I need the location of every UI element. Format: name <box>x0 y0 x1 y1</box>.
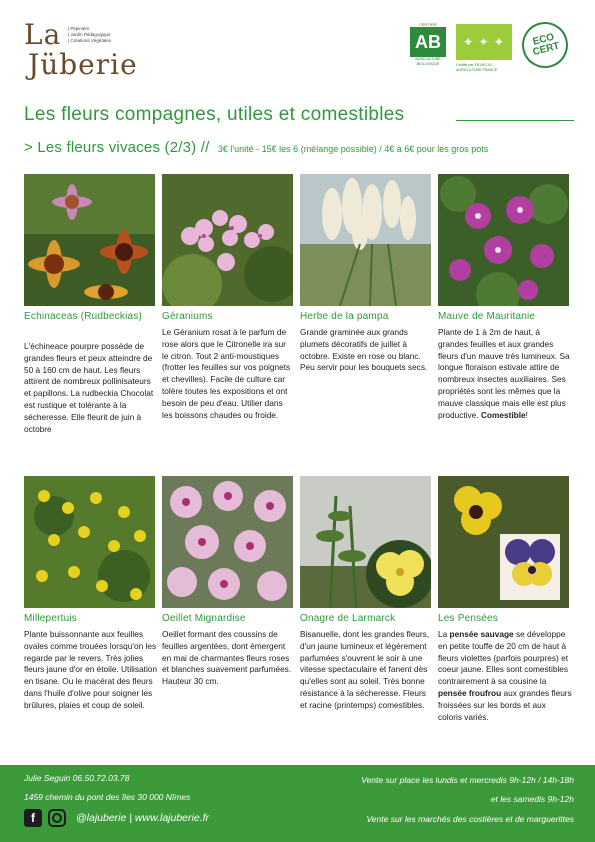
page-title: Les fleurs compagnes, utiles et comestibles <box>24 104 405 125</box>
plant-description: L'échineace pourpre possède de grandes fleurs et peux atteindre de 50 à 160 cm de haut. Les fleurs attirent de nombreux pollinisateurs et papillons. La rudbeckia Chocolat est rustique et tolérante à la sécheresse. Elle fleurit de juin à octobre <box>24 341 154 434</box>
subtitle-main: > Les fleurs vivaces (2/3) // <box>24 139 210 156</box>
st-johns-wort-photo <box>24 476 155 608</box>
plant-description-end: ! <box>525 409 528 420</box>
pansy-photo <box>438 476 569 608</box>
evening-primrose-photo <box>300 476 431 608</box>
plant-description <box>438 327 572 421</box>
ab-mark: AB <box>410 27 446 57</box>
logo-tag: | Créations Végétales <box>68 38 111 43</box>
plant-name: Géraniums <box>162 311 213 322</box>
plant-description <box>438 629 572 723</box>
logo-tag: | Jardin Pédagogique <box>68 32 111 37</box>
froufrou-pansy-label: pensée froufrou <box>438 687 502 698</box>
ab-bottom-text: AGRICULTURE BIOLOGIQUE <box>415 57 441 66</box>
instagram-icon[interactable] <box>48 809 66 827</box>
plant-description-text: Plante de 1 à 2m de haut, à grandes feuilles et aux grandes fleurs d'un mauve très lumineux. Sa longue floraison estivale attire de nombreux insectes auxiliaires. Ses propriétés sont les mêmes que la mauve classique mais elle est plus productive. <box>438 327 570 420</box>
ecocert-logo <box>522 22 572 68</box>
plant-description: Grande graminée aux grands plumets décoratifs de juillet à octobre. Existe en rose ou blanc. Peu servir pour les bouquets secs. <box>300 327 428 373</box>
sale-hours-weekdays: Vente sur place les lundis et mercredis 9h-12h / 14h-18h <box>361 775 574 785</box>
pansy-text-2: se développe en petite touffe de 20 cm de haut à fleurs violettes (parfois pourpres) et coeur jaune. Elles sont comestibles contrairement à sa cousine la <box>438 629 569 687</box>
social-links <box>24 809 209 827</box>
geranium-photo <box>162 174 293 306</box>
plant-name: Mauve de Mauritanie <box>438 311 536 322</box>
eu-leaf-icon: ✦ ✦ ✦ <box>456 24 512 60</box>
eu-organic-logo <box>456 24 512 74</box>
plant-description: Bisanuelle, dont les grandes fleurs, d'un jaune lumineux et légèrement parfumées s'ouvrent le soir à une vitesse spectaculaire et fanent dès qu'elles sont au soleil. Très bonne résistance à la sècheresse. Fleurs et racine (printemps) comestibles. <box>300 629 430 710</box>
ab-top-text: CERTIFIÉ <box>418 22 438 27</box>
ab-certification-logo <box>410 22 446 74</box>
address: 1459 chemin du pont des îles 30 000 Nîmes <box>24 792 191 802</box>
price-info: 3€ l'unité - 15€ les 6 (mélange possible) / 4€ à 6€ pour les gros pots <box>217 144 489 154</box>
logo <box>24 18 138 81</box>
wild-pansy-label: pensée sauvage <box>449 629 514 639</box>
social-handle[interactable]: @lajuberie | www.lajuberie.fr <box>76 812 210 824</box>
facebook-icon[interactable]: f <box>24 809 42 827</box>
plant-name: Millepertuis <box>24 613 77 624</box>
footer <box>0 765 595 842</box>
sale-hours-saturday: et les samedis 9h-12h <box>490 794 574 804</box>
subtitle <box>24 139 488 157</box>
ecocert-mark: ECO CERT <box>517 17 573 73</box>
logo-tags <box>68 26 111 44</box>
pansy-text-3: aux grandes fleurs froissées sur les bords et aux coloris variés. <box>438 687 572 722</box>
plant-description: Plante buissonnante aux feuilles ovales comme trouées lorsqu'on les regarde par le revers. Très jolies fleurs jaune d'or en étoile. Utilisation en tisane. Ou le macérat des fleurs dans l'huile d'olive pour soigner les brûlures, plaies et coup de soleil. <box>24 629 158 710</box>
contact-phone: Julie Seguin 06.50.72.03.78 <box>24 773 130 783</box>
logo-line1: La <box>24 18 62 51</box>
echinacea-photo <box>24 174 155 306</box>
plant-name: Herbe de la pampa <box>300 311 389 322</box>
plant-name: Echinaceas (Rudbeckias) <box>24 311 142 322</box>
plant-name: Onagre de Larmarck <box>300 613 396 624</box>
edible-label: Comestible <box>480 409 526 420</box>
eu-cert-text: Certifié par FR-BIO-01 AGRICULTURE FRANCE <box>456 63 498 72</box>
plant-name: Oeillet Mignardise <box>162 613 246 624</box>
markets-info: Vente sur les marchés des costières et de marguerittes <box>366 814 574 824</box>
logo-tag: | Pépinière <box>68 26 90 31</box>
plant-description: Oeillet formant des coussins de feuilles argentées, dont émergent en mai de charmantes fleurs roses et blanches suavement parfumées. Hauteur 30 cm. <box>162 629 292 687</box>
mauve-photo <box>438 174 569 306</box>
pansy-text-1: La <box>438 629 450 639</box>
title-divider <box>456 120 574 121</box>
pampas-grass-photo <box>300 174 431 306</box>
plant-description: Le Géranium rosat à le parfum de rose alors que le Citronelle ira sur le citron. Tout 2 anti-moustiques (frotter les feuilles sur vos poignets et chevilles). Facile de culture car tolère toutes les expositions et ont besoin de peu d'eau. Utilier dans les boissons chaudes ou froide. <box>162 327 291 420</box>
plant-name: Les Pensées <box>438 613 499 624</box>
dianthus-photo <box>162 476 293 608</box>
logo-line2: Jüberie <box>28 48 138 81</box>
